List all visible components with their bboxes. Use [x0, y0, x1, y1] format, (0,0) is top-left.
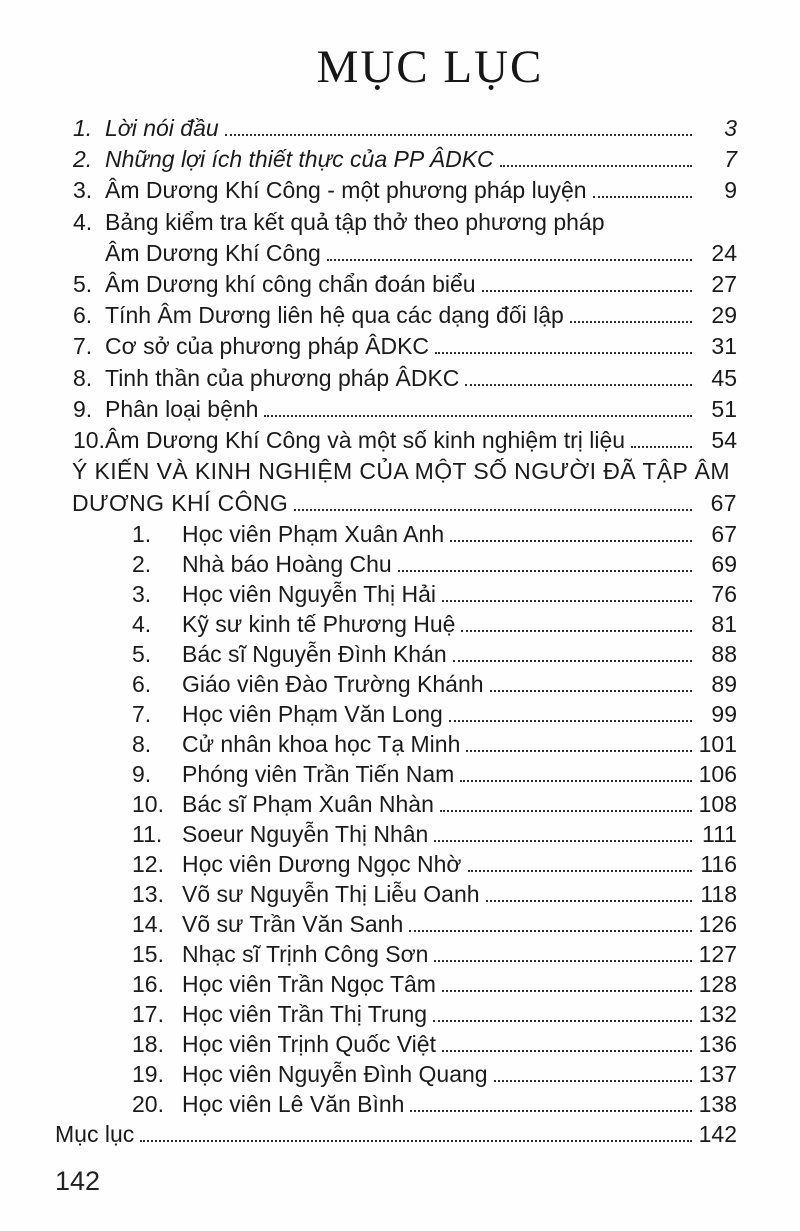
dot-leader [435, 352, 692, 354]
toc-entry-label: Tinh thần của phương pháp ÂDKC [105, 364, 460, 391]
toc-entry-label: Nhạc sĩ Trịnh Công Sơn [182, 941, 429, 968]
toc-entry-label: Học viên Dương Ngọc Nhờ [182, 851, 462, 878]
toc-entry-label: Bác sĩ Phạm Xuân Nhàn [182, 791, 434, 818]
toc-entry-page-number: 27 [711, 270, 737, 297]
toc-entry-label: Võ sư Trần Văn Sanh [182, 911, 404, 938]
main-toc-list [55, 113, 737, 456]
toc-entry-label: Học viên Phạm Văn Long [182, 701, 443, 728]
toc-entry-number: 10. [132, 791, 164, 818]
toc-entry-page-number: 76 [711, 581, 737, 608]
dot-leader [398, 570, 692, 572]
toc-entry-label: Âm Dương Khí Công - một phương pháp luyện [105, 177, 587, 204]
toc-entry-label: Võ sư Nguyễn Thị Liễu Oanh [182, 881, 480, 908]
dot-leader [409, 930, 692, 932]
dot-leader [434, 960, 692, 962]
toc-entry-page-number: 106 [698, 761, 737, 788]
section-page-number: 67 [710, 489, 737, 516]
toc-entry-page-number: 24 [711, 239, 737, 266]
toc-entry-label: Âm Dương khí công chẩn đoán biểu [105, 270, 476, 297]
dot-leader [593, 196, 692, 198]
dot-leader [494, 1080, 692, 1082]
page-folio-number: 142 [55, 1165, 101, 1196]
toc-entry [132, 1059, 737, 1089]
toc-entry-page-number: 54 [711, 426, 737, 453]
toc-entry-page-number: 67 [711, 521, 737, 548]
toc-entry [73, 175, 737, 206]
toc-entry-page-number: 45 [711, 364, 737, 391]
toc-entry-page-number: 31 [711, 333, 737, 360]
toc-entry [132, 669, 737, 699]
toc-entry-number: 14. [132, 911, 164, 938]
toc-entry-muc-luc [55, 1119, 737, 1150]
toc-entry-number: 8. [132, 731, 152, 758]
dot-leader [294, 509, 692, 511]
toc-entry-continuation [73, 238, 737, 269]
toc-entry-number: 1. [132, 521, 152, 548]
toc-entry-label: Học viên Lê Văn Bình [182, 1091, 405, 1118]
dot-leader [442, 600, 692, 602]
toc-entry-page-number: 81 [711, 611, 737, 638]
toc-entry [73, 425, 737, 456]
toc-entry [132, 789, 737, 819]
toc-entry-page-number: 128 [698, 971, 737, 998]
toc-entry-number: 4. [73, 208, 93, 235]
toc-entry [132, 1029, 737, 1059]
dot-leader [465, 384, 692, 386]
testimonial-toc-list [55, 519, 737, 1119]
toc-entry [132, 549, 737, 579]
toc-entry [132, 819, 737, 849]
section-heading-line2-text: DƯƠNG KHÍ CÔNG [72, 489, 289, 516]
toc-entry-label: Học viên Trần Ngọc Tâm [182, 971, 436, 998]
toc-entry [132, 879, 737, 909]
toc-entry-label: Phóng viên Trần Tiến Nam [182, 761, 455, 788]
muc-luc-label: Mục lục [55, 1121, 135, 1148]
dot-leader [461, 630, 692, 632]
section-heading-line1: Ý KIẾN VÀ KINH NGHIỆM CỦA MỘT SỐ NGƯỜI ĐÃ TẬP ÂM [72, 458, 730, 485]
dot-leader [410, 1110, 692, 1112]
toc-entry [73, 207, 737, 238]
toc-entry-page-number: 118 [700, 881, 737, 908]
toc-entry-label: Những lợi ích thiết thực của PP ÂDKC [105, 146, 494, 173]
toc-entry-number: 6. [132, 671, 152, 698]
toc-entry-label: Âm Dương Khí Công và một số kinh nghiệm trị liệu [105, 426, 626, 453]
toc-entry [132, 759, 737, 789]
toc-entry-number: 13. [132, 881, 164, 908]
toc-entry-page-number: 29 [711, 302, 737, 329]
toc-entry-number: 7. [132, 701, 152, 728]
toc-entry-number: 9. [132, 761, 152, 788]
toc-entry-page-number: 127 [698, 941, 737, 968]
muc-luc-page-number: 142 [698, 1121, 737, 1148]
toc-entry-number: 2. [132, 551, 152, 578]
toc-entry-number: 16. [132, 971, 164, 998]
toc-entry [132, 1089, 737, 1119]
toc-entry [132, 939, 737, 969]
dot-leader [453, 660, 692, 662]
dot-leader [468, 870, 692, 872]
dot-leader [442, 1050, 692, 1052]
toc-entry-number: 1. [73, 115, 93, 141]
dot-leader [450, 540, 692, 542]
toc-entry-label: Kỹ sư kinh tế Phương Huệ [182, 611, 456, 638]
toc-entry-label: Phân loại bệnh [105, 395, 259, 422]
dot-leader [264, 415, 692, 417]
toc-entry-label: Cử nhân khoa học Tạ Minh [182, 731, 461, 758]
dot-leader [434, 840, 692, 842]
toc-entry-label: Bảng kiểm tra kết quả tập thở theo phương pháp [105, 208, 605, 235]
toc-entry [132, 609, 737, 639]
toc-entry-page-number: 101 [698, 731, 737, 758]
toc-entry-number: 17. [132, 1001, 164, 1028]
section-heading [55, 456, 737, 519]
toc-entry [73, 331, 737, 362]
toc-entry-page-number: 137 [698, 1061, 737, 1088]
dot-leader [140, 1140, 692, 1142]
dot-leader [631, 446, 692, 448]
toc-entry-number: 10. [73, 426, 105, 453]
toc-entry-page-number: 89 [711, 671, 737, 698]
toc-entry-label: Học viên Trần Thị Trung [182, 1001, 428, 1028]
toc-entry-page-number: 136 [698, 1031, 737, 1058]
dot-leader [440, 810, 692, 812]
toc-entry [132, 999, 737, 1029]
toc-entry-page-number: 7 [724, 146, 737, 173]
toc-entry-page-number: 108 [698, 791, 737, 818]
dot-leader [486, 900, 692, 902]
toc-entry-label: Nhà báo Hoàng Chu [182, 551, 392, 578]
toc-entry-number: 19. [132, 1061, 164, 1088]
toc-entry-page-number: 3 [724, 115, 737, 141]
dot-leader [225, 134, 692, 136]
toc-entry [73, 113, 737, 144]
toc-entry-number: 3. [73, 177, 93, 204]
toc-entry [132, 969, 737, 999]
dot-leader [466, 750, 692, 752]
toc-entry-label: Học viên Nguyễn Thị Hải [182, 581, 436, 608]
section-heading-line2 [72, 488, 737, 520]
dot-leader [482, 290, 692, 292]
toc-entry-page-number: 126 [698, 911, 737, 938]
toc-entry-label: Âm Dương Khí Công [105, 239, 321, 266]
page-title: MỤC LỤC [316, 41, 544, 93]
dot-leader [327, 259, 692, 261]
toc-entry-page-number: 138 [698, 1091, 737, 1118]
toc-entry-page-number: 99 [711, 701, 737, 728]
toc-entry [132, 909, 737, 939]
toc-entry [132, 729, 737, 759]
toc-entry-label: Bác sĩ Nguyễn Đình Khán [182, 641, 447, 668]
toc-entry-number: 6. [73, 302, 93, 329]
toc-entry [132, 579, 737, 609]
toc-entry-label: Tính Âm Dương liên hệ qua các dạng đối lập [105, 302, 564, 329]
dot-leader [449, 720, 692, 722]
dot-leader [433, 1020, 692, 1022]
toc-entry-number: 4. [132, 611, 152, 638]
dot-leader [500, 165, 692, 167]
toc-entry-label: Học viên Trịnh Quốc Việt [182, 1031, 436, 1058]
toc-entry-number: 20. [132, 1091, 164, 1118]
toc-entry-page-number: 132 [698, 1001, 737, 1028]
toc-entry [73, 300, 737, 331]
toc-entry [132, 519, 737, 549]
toc-entry-number: 9. [73, 395, 93, 422]
toc-entry-number: 11. [132, 821, 163, 848]
toc-entry-label: Lời nói đầu [105, 115, 219, 141]
toc-entry-number: 3. [132, 581, 152, 608]
toc-entry-page-number: 9 [724, 177, 737, 204]
toc-entry [132, 699, 737, 729]
toc-entry-page-number: 111 [702, 821, 737, 848]
toc-entry-number: 5. [132, 641, 152, 668]
dot-leader [460, 780, 692, 782]
toc-entry-label: Giáo viên Đào Trường Khánh [182, 671, 484, 698]
dot-leader [442, 990, 692, 992]
toc-entry-number: 18. [132, 1031, 164, 1058]
toc-entry [132, 639, 737, 669]
toc-entry [73, 269, 737, 300]
toc-entry-page-number: 69 [711, 551, 737, 578]
toc-entry-number: 12. [132, 851, 164, 878]
dot-leader [490, 690, 692, 692]
toc-entry-label: Học viên Phạm Xuân Anh [182, 521, 445, 548]
toc-entry-label: Học viên Nguyễn Đình Quang [182, 1061, 488, 1088]
toc-entry-label: Soeur Nguyễn Thị Nhân [182, 821, 429, 848]
toc-entry-page-number: 116 [700, 851, 737, 878]
toc-entry-number: 2. [73, 146, 93, 173]
toc-entry-number: 7. [73, 333, 93, 360]
toc-entry-number: 15. [132, 941, 164, 968]
toc-entry [132, 849, 737, 879]
toc-entry-number: 8. [73, 364, 93, 391]
toc-entry-page-number: 51 [711, 395, 737, 422]
toc-entry [73, 363, 737, 394]
toc-entry [73, 394, 737, 425]
toc-entry [73, 144, 737, 175]
dot-leader [570, 321, 692, 323]
toc-entry-label: Cơ sở của phương pháp ÂDKC [105, 333, 430, 360]
toc-entry-page-number: 88 [711, 641, 737, 668]
toc-entry-number: 5. [73, 270, 93, 297]
